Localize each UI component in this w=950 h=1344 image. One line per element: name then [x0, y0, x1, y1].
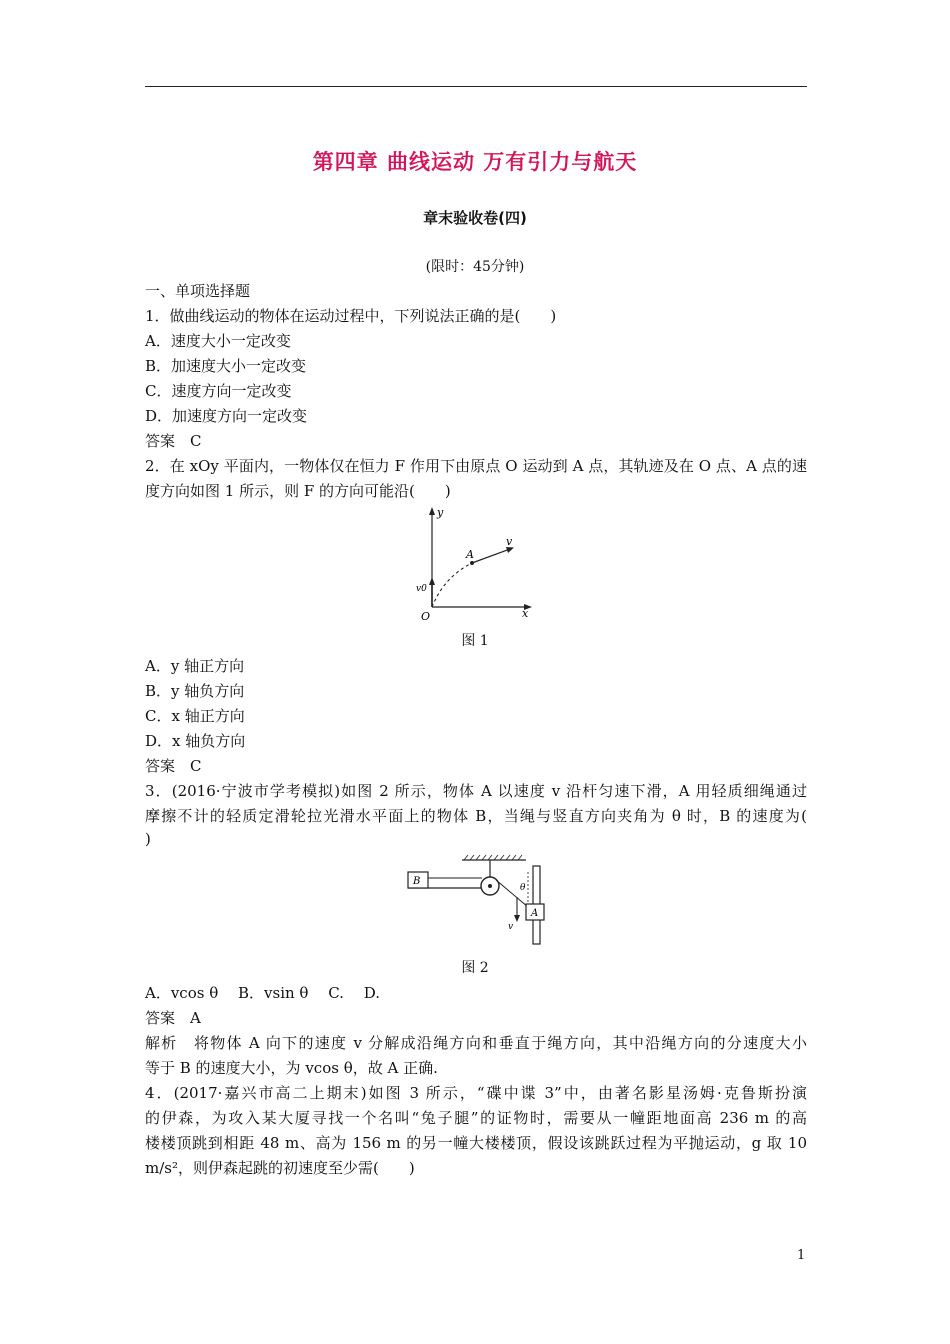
- q1-stem: 1．做曲线运动的物体在运动过程中，下列说法正确的是( ): [145, 307, 557, 325]
- page-number: 1: [797, 1248, 806, 1263]
- q2-answer: 答案 C: [145, 757, 202, 775]
- q1-option-c: C．速度方向一定改变: [145, 382, 292, 400]
- q3-stem-line3: ): [145, 830, 151, 848]
- q2-option-c: C．x 轴正方向: [145, 707, 245, 725]
- q3-analysis-line1: 解析 将物体 A 向下的速度 v 分解成沿绳方向和垂直于绳方向，其中沿绳方向的分速度大小: [145, 1034, 807, 1052]
- figure-1-caption: 图 1: [461, 633, 489, 649]
- q1-option-a: A．速度大小一定改变: [145, 332, 291, 350]
- q3-options: A．vcos θ B．vsin θ C. D.: [145, 984, 380, 1002]
- fig1-label-x: x: [522, 607, 529, 620]
- section-title: 一、单项选择题: [145, 282, 251, 300]
- fig2-label-b: B: [413, 876, 421, 887]
- q1-option-d: D．加速度方向一定改变: [145, 407, 308, 425]
- q3-analysis-line2: 等于 B 的速度大小，为 vcos θ，故 A 正确.: [145, 1059, 438, 1077]
- q2-option-d: D．x 轴负方向: [145, 732, 246, 750]
- q2-stem-line2: 度方向如图 1 所示，则 F 的方向可能沿( ): [145, 482, 451, 500]
- header-rule: [145, 86, 807, 87]
- figure-2: [400, 852, 560, 947]
- fig1-label-a: A: [466, 548, 474, 561]
- fig1-label-origin: O: [421, 610, 431, 623]
- fig1-label-v0: v0: [416, 584, 427, 594]
- q2-stem-line1: 2．在 xOy 平面内，一物体仅在恒力 F 作用下由原点 O 运动到 A 点，其轨迹及在 O 点、A 点的速: [145, 457, 807, 475]
- chapter-title: 第四章 曲线运动 万有引力与航天: [312, 150, 638, 174]
- q3-stem-line2: 摩擦不计的轻质定滑轮拉光滑水平面上的物体 B，当绳与竖直方向夹角为 θ 时，B 的速度为(: [145, 807, 807, 825]
- exam-subtitle: 章末验收卷(四): [423, 209, 527, 227]
- q4-line1: 4．(2017·嘉兴市高二上期末)如图 3 所示，“碟中谍 3”中，由著名影星汤姆·克鲁斯扮演: [145, 1084, 807, 1102]
- q4-line3: 楼楼顶跳到相距 48 m、高为 156 m 的另一幢大楼楼顶，假设该跳跃过程为平抛运动，g 取 10: [145, 1134, 807, 1152]
- figure-1: [410, 503, 540, 623]
- fig2-label-a: A: [531, 908, 539, 919]
- q3-stem-line1: 3．(2016·宁波市学考模拟)如图 2 所示，物体 A 以速度 v 沿杆匀速下滑，A 用轻质细绳通过: [145, 782, 807, 800]
- fig1-label-y: y: [437, 506, 444, 519]
- q1-option-b: B．加速度大小一定改变: [145, 357, 307, 375]
- q2-option-b: B．y 轴负方向: [145, 682, 245, 700]
- figure-2-caption: 图 2: [461, 960, 489, 976]
- q4-line4: m/s²，则伊森起跳的初速度至少需( ): [145, 1159, 415, 1177]
- q1-answer: 答案 C: [145, 432, 202, 450]
- fig2-label-v: v: [508, 922, 514, 932]
- time-limit: (限时：45分钟): [425, 259, 525, 275]
- q4-line2: 的伊森，为攻入某大厦寻找一个名叫“兔子腿”的证物时，需要从一幢距地面高 236 m 的高: [145, 1109, 807, 1127]
- fig2-label-theta: θ: [520, 883, 526, 893]
- q2-option-a: A．y 轴正方向: [145, 657, 245, 675]
- fig1-label-v: v: [506, 535, 513, 548]
- q3-answer: 答案 A: [145, 1009, 201, 1027]
